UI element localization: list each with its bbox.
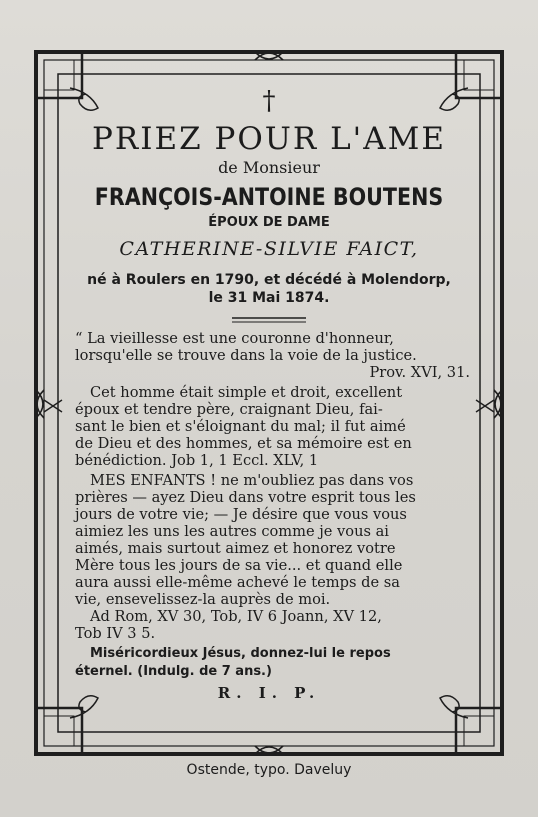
deceased-name: FRANÇOIS-ANTOINE BOUTENS (94, 183, 444, 211)
scripture-reference: Ad Rom, XV 30, Tob, IV 6 Joann, XV 12, (90, 608, 382, 625)
cross-symbol: † (262, 86, 276, 116)
paragraph-line: Cet homme était simple et droit, excellent (90, 384, 403, 401)
paragraph-line: sant le bien et s'éloignant du mal; il fut aimé (75, 418, 406, 435)
rip-text: R. I. P. (217, 684, 321, 702)
verse-line: lorsqu'elle se trouve dans la voie de la justice. (75, 347, 417, 364)
paragraph-line: vie, ensevelissez-la auprès de moi. (75, 591, 331, 608)
printer-credit: Ostende, typo. Daveluy (186, 762, 352, 778)
paragraph-line: prières — ayez Dieu dans votre esprit tous les (75, 489, 416, 506)
card-title: PRIEZ POUR L'AME (92, 121, 446, 157)
indulgence-prayer: éternel. (Indulg. de 7 ans.) (75, 664, 272, 679)
paragraph-line: Mère tous les jours de sa vie... et quand elle (75, 557, 403, 574)
spouse-prefix: ÉPOUX DE DAME (208, 215, 330, 230)
verse-line: “ La vieillesse est une couronne d'honneur, (75, 330, 394, 347)
paragraph-line: de Dieu et des hommes, et sa mémoire est en (75, 435, 412, 452)
indulgence-prayer: Miséricordieux Jésus, donnez-lui le repos (90, 646, 391, 661)
verse-reference: Prov. XVI, 31. (369, 364, 470, 381)
paragraph-line: bénédiction. Job 1, 1 Eccl. XLV, 1 (75, 452, 319, 469)
death-date-line: le 31 Mai 1874. (208, 290, 330, 306)
paragraph-line: aimés, mais surtout aimez et honorez votre (75, 540, 396, 557)
paragraph-line: aimiez les uns les autres comme je vous ai (75, 523, 389, 540)
paragraph-line: MES ENFANTS ! ne m'oubliez pas dans vos (90, 472, 414, 489)
paragraph-line: aura aussi elle-même achevé le temps de sa (75, 574, 400, 591)
honorific: de Monsieur (218, 158, 320, 177)
spouse-name: CATHERINE-SILVIE FAICT, (119, 238, 419, 260)
scripture-reference: Tob IV 3 5. (75, 625, 156, 642)
paragraph-line: époux et tendre père, craignant Dieu, fai- (75, 401, 383, 418)
birth-death-line: né à Roulers en 1790, et décédé à Molendorp, (87, 272, 451, 288)
paragraph-line: jours de votre vie; — Je désire que vous vous (75, 506, 407, 523)
